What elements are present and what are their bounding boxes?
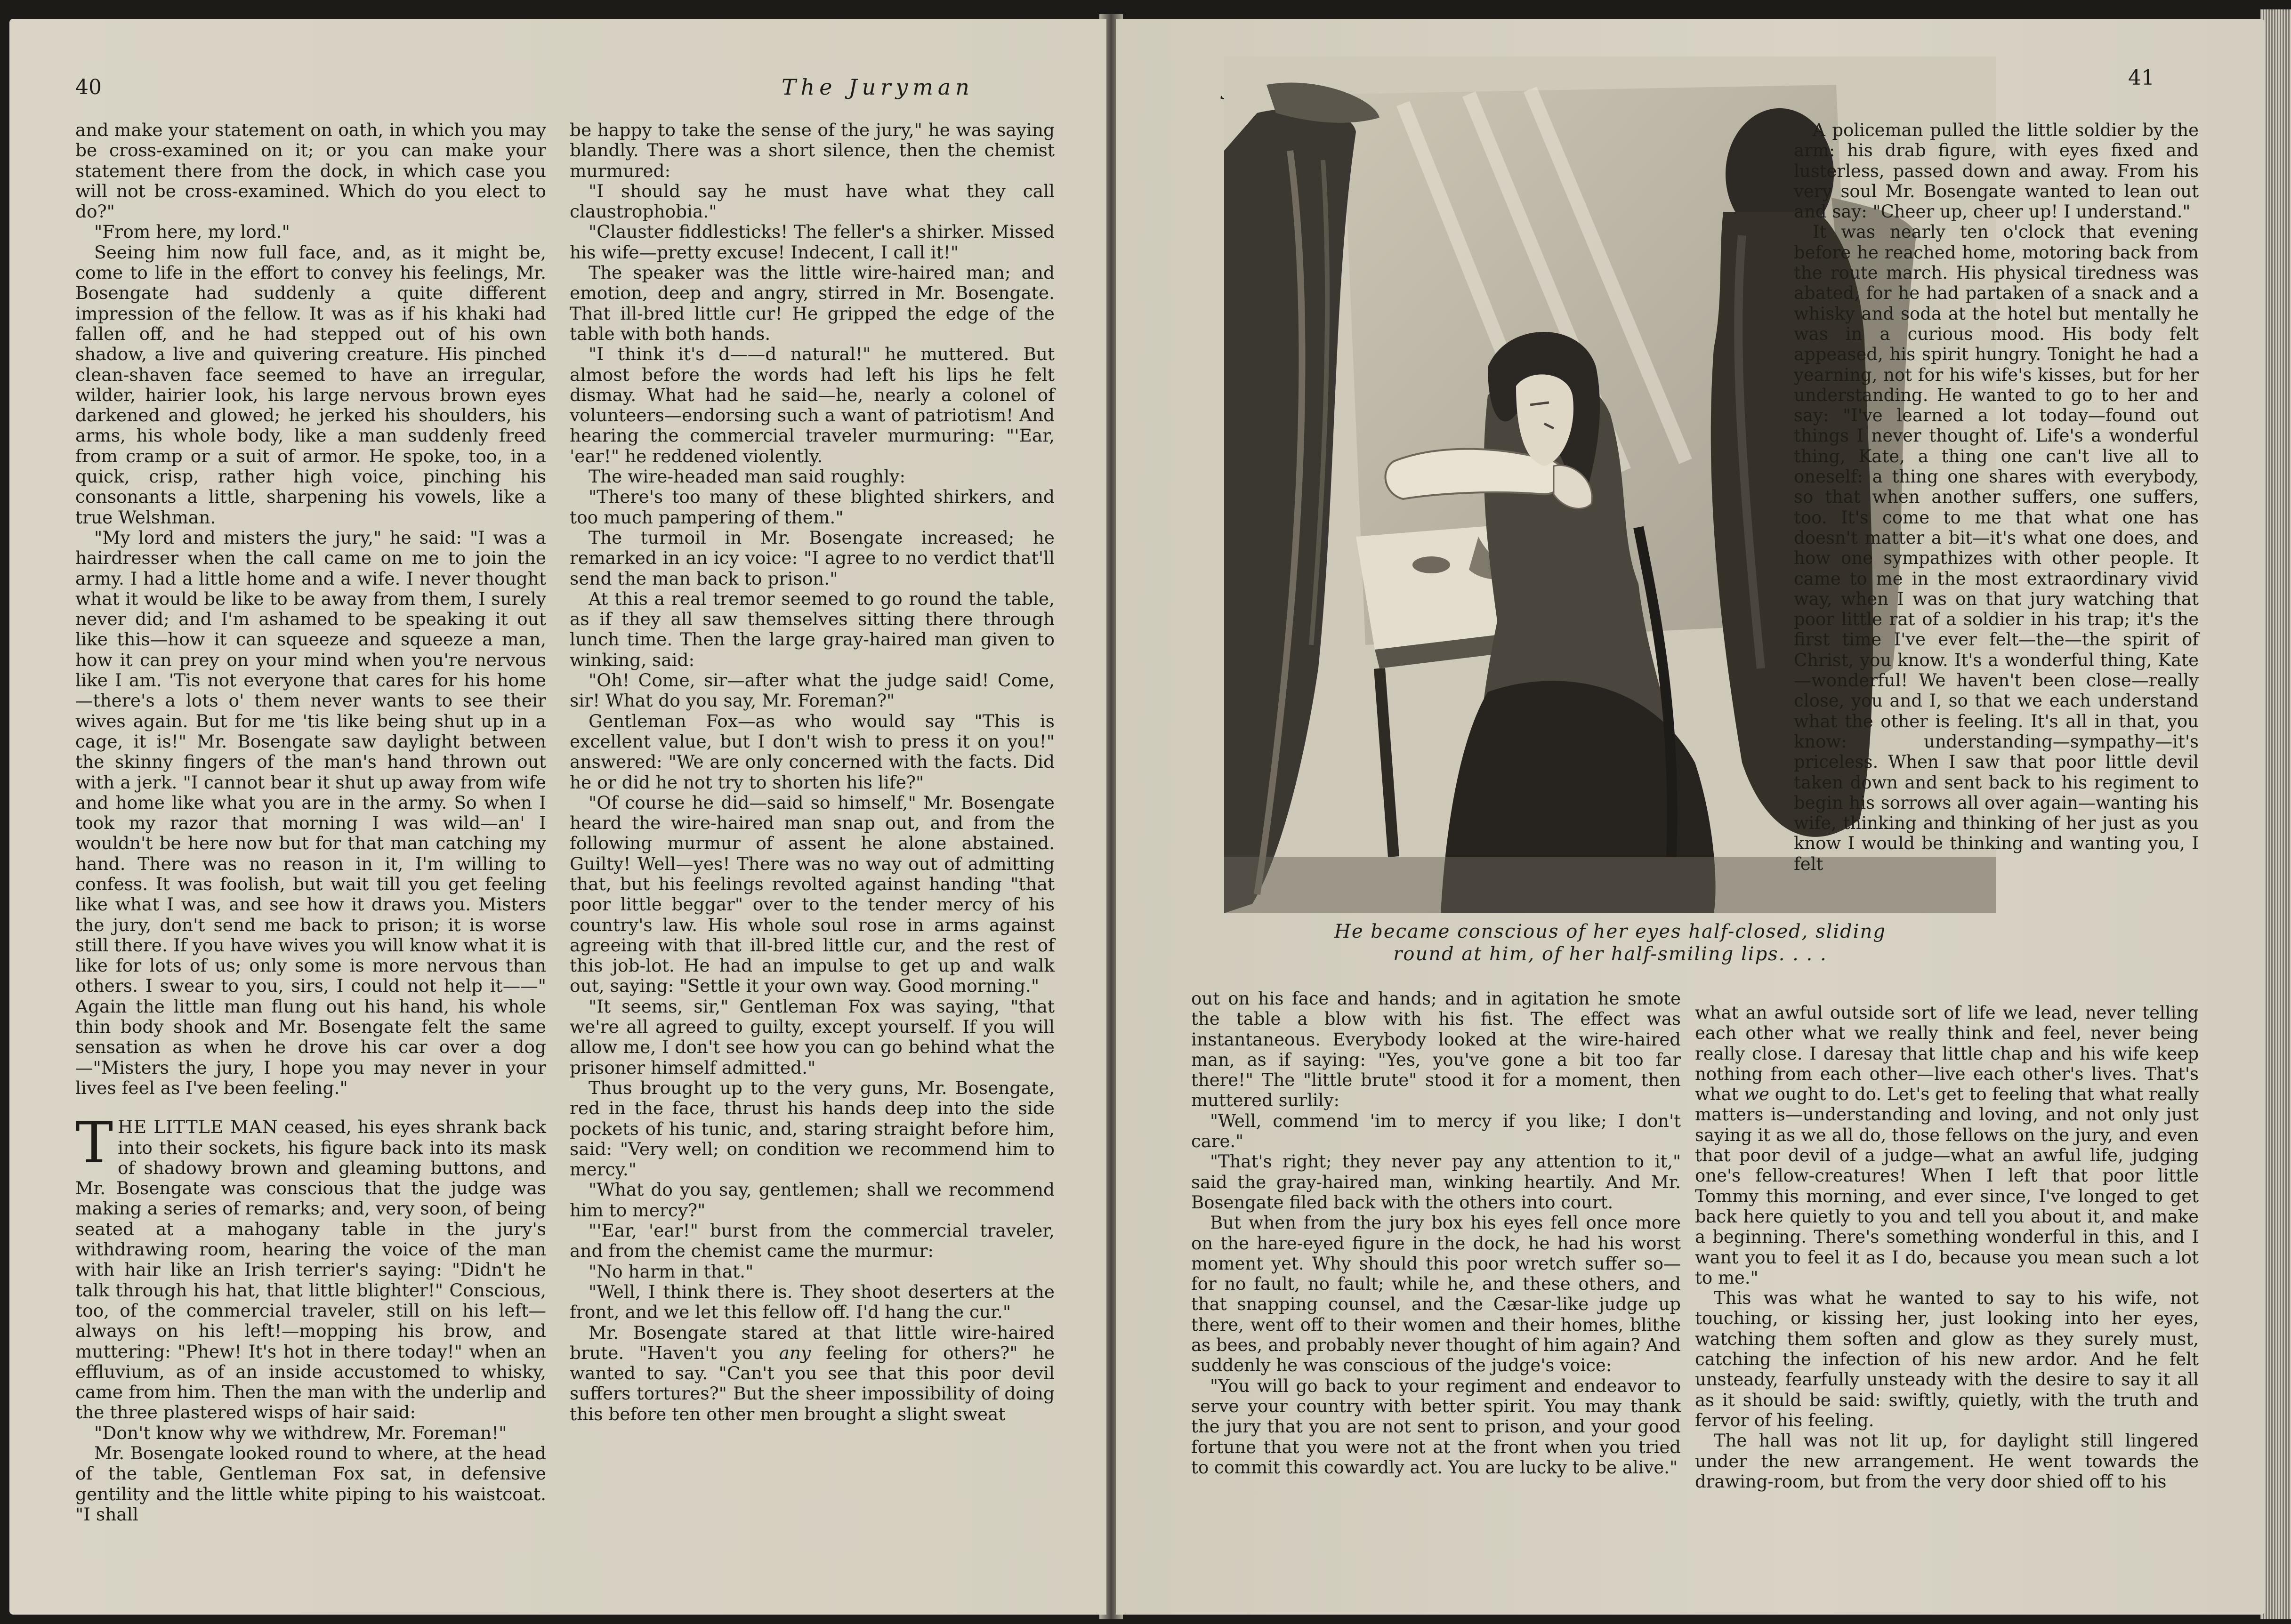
paragraph: Gentleman Fox—as who would say "This is excellent value, but I don't wish to press it on you!" answered: "We are only concerned with the facts. Did he or did he not try to shorten his life?"	[570, 710, 1055, 793]
paragraph: "I should say he must have what they call claustrophobia."	[570, 180, 1055, 222]
paragraph: "I think it's d——d natural!" he muttered. But almost before the words had left his lips he felt dismay. What had he said—he, nearly a colonel of volunteers—endorsing such a want of patriotism! And hearing the commercial traveler murmuring: "'Ear, 'ear!" he reddened violently.	[570, 344, 1055, 466]
emphasis: we	[1744, 1084, 1769, 1105]
paragraph: "Oh! Come, sir—after what the judge said! Come, sir! What do you say, Mr. Foreman?"	[570, 670, 1055, 711]
paragraph: The wire-headed man said roughly:	[589, 466, 906, 487]
paragraph-text: ought to do. Let's get to feeling that what really matters is—understanding and loving, and not only just saying it as we all do, those fellows on the jury, and even that poor devil of a judge—what an awful life, judging one's fellow-creatures! When I left that poor little Tommy this morning, and ever since, I've longed to get back here quietly to you and tell you about it, and make a beginning. There's something wonderful in this, and I want you to feel it as I do, because you mean such a lot to me."	[1695, 1084, 2199, 1288]
paragraph-drop-cap	[75, 1110, 546, 1423]
paragraph: Thus brought up to the very guns, Mr. Bosengate, red in the face, thrust his hands deep into the side pockets of his tunic, and, staring straight before him, said: "Very well; on condition we recommend him to mercy."	[570, 1077, 1055, 1180]
text-column-3-top	[1794, 120, 2199, 874]
running-head-left: The Juryman	[782, 74, 974, 100]
paragraph: The speaker was the little wire-haired man; and emotion, deep and angry, stirred in Mr. Bosengate. That ill-bred little cur! He gripped the edge of the table with both hands.	[570, 262, 1055, 344]
paragraph: Mr. Bosengate looked round to where, at the head of the table, Gentleman Fox sat, in defensive gentility and the little white piping to his waistcoat. "I shall	[75, 1443, 546, 1525]
paragraph: and make your statement on oath, in which you may be cross-examined on it; or you can make your statement there from the dock, in which case you will not be cross-examined. Which do you elect to do?"	[75, 120, 546, 222]
paragraph: But when from the jury box his eyes fell once more on the hare-eyed figure in the dock, he had his worst moment yet. Why should this poor wretch suffer so—for no fault, no fault; while he, and these others, and that snapping counsel, and the Cæsar-like judge up there, went off to their women and their homes, blithe as bees, and probably never thought of him again? And suddenly he was conscious of the judge's voice:	[1191, 1213, 1681, 1376]
text-column-2-bottom	[1191, 989, 1681, 1478]
paragraph: "No harm in that."	[589, 1261, 754, 1282]
paragraph	[570, 1323, 1055, 1424]
paragraph-text: Mr. Bosengate stared at that little wire-haired brute. "Haven't you	[570, 1322, 1055, 1363]
paragraph: "Clauster fiddlesticks! The feller's a shirker. Missed his wife—pretty excuse! Indecent, I call it!"	[570, 221, 1055, 263]
paragraph: "'Ear, 'ear!" burst from the commercial traveler, and from the chemist came the murmur:	[570, 1220, 1055, 1262]
paragraph: "My lord and misters the jury," he said: "I was a hairdresser when the call came on me to join the army. I had a little home and a wife. I never thought what it would be like to be away from them, I surely never did; and I'm ashamed to be speaking it out like this—how it can squeeze and squeeze a man, how it can prey on your mind when you're nervous like I am. 'Tis not everyone that cares for his home—there's a lots o' them never wants to see their wives again. But for me 'tis like being shut up in a cage, it is!" Mr. Bosengate saw daylight between the skinny fingers of the man's hand thrown out with a jerk. "I cannot bear it shut up away from wife and home like what you are in the army. So when I took my razor that morning I was wild—an' I wouldn't be here now but for that man catching my hand. There was no reason in it, I'm willing to confess. It was foolish, but wait till you get feeling like what I was, and see how it draws you. Misters the jury, don't send me back to prison; it is worse still there. If you have wives you will know what it is like for lots of us; only some is more nervous than others. I swear to you, sirs, I could not help it——" Again the little man flung out his hand, his whole thin body shook and Mr. Bosengate felt the same sensation as when he drove his car over a dog—"Misters the jury, I hope you may never in your lives feel as I've been feeling."	[75, 527, 546, 1098]
paragraph: It was nearly ten o'clock that evening before he reached home, motoring back from the route march. His physical tiredness was abated, for he had partaken of a snack and a whisky and soda at the hotel but mentally he was in a curious mood. His body felt appeased, his spirit hungry. Tonight he had a yearning, not for his wife's kisses, but for her understanding. He wanted to go to her and say: "I've learned a lot today—found out things I never thought of. Life's a wonderful thing, Kate, a thing one can't live all to oneself: a thing one shares with everybody, so that when another suffers, one suffers, too. It's come to me that what one has doesn't matter a bit—it's what one does, and how one sympathizes with other people. It came to me in the most extraordinary vivid way, when I was on that jury watching that poor little rat of a soldier in his trap; it's the first time I've ever felt—the—the spirit of Christ, you know. It's a wonderful thing, Kate—wonderful! We haven't been close—really close, you and I, so that we each understand what the other is feeling. It's all in that, you know: understanding—sympathy—it's priceless. When I saw that poor little devil taken down and sent back to his regiment to begin his sorrows all over again—wanting his wife, thinking and thinking of her just as you know I would be thinking and wanting you, I felt	[1794, 222, 2199, 874]
right-page	[1116, 19, 2265, 1615]
paragraph: "Well, commend 'im to mercy if you like; I don't care."	[1191, 1110, 1681, 1152]
paragraph: The turmoil in Mr. Bosengate increased; he remarked in an icy voice: "I agree to no verdict that'll send the man back to prison."	[570, 527, 1055, 589]
paragraph: "It seems, sir," Gentleman Fox was saying, "that we're all agreed to guilty, except yourself. If you will allow me, I don't see how you can go behind what the prisoner himself admitted."	[570, 996, 1055, 1078]
paragraph: "There's too many of these blighted shirkers, and too much pampering of them."	[570, 486, 1055, 528]
paragraph-text: what an awful outside sort of life we lead, never telling each other what we really think and feel, never being really close. I daresay that little chap and his wife keep nothing from each other—live each other's lives. That's what	[1695, 1003, 2199, 1105]
paragraph: "What do you say, gentlemen; shall we recommend him to mercy?"	[570, 1179, 1055, 1221]
paragraph: "Well, I think there is. They shoot deserters at the front, and we let this fellow off. I'd hang the cur."	[570, 1281, 1055, 1323]
page-number-left: 40	[75, 75, 102, 99]
paragraph: out on his face and hands; and in agitation he smote the table a blow with his fist. The effect was instantaneous. Everybody looked at the wire-haired man, as if saying: "Yes, you've gone a bit too far there!" The "little brute" stood it for a moment, then muttered surlily:	[1191, 989, 1681, 1111]
page-number-right: 41	[2128, 66, 2154, 90]
small-caps-lead: HE LITTLE MAN	[118, 1117, 278, 1138]
paragraph: This was what he wanted to say to his wife, not touching, or kissing her, just looking into her eyes, watching them soften and glow as they surely must, catching the infection of his new ardor. And he felt unsteady, fearfully unsteady with the desire to say it all as it should be said: swiftly, quietly, with the truth and fervor of his feeling.	[1695, 1288, 2199, 1431]
paragraph: "Of course he did—said so himself," Mr. Bosengate heard the wire-haired man snap out, and from the following murmur of assent he alone abstained. Guilty! Well—yes! There was no way out of admitting that, but his feelings revolted against handing "that poor little beggar" over to the tender mercy of his country's law. His whole soul rose in arms against agreeing with that ill-bred little cur, and the rest of this job-lot. He had an impulse to get up and walk out, saying: "Settle it your own way. Good morning."	[570, 792, 1055, 997]
drop-cap: T	[75, 1110, 113, 1176]
paragraph: A policeman pulled the little soldier by the arm: his drab figure, with eyes fixed and lusterless, passed down and away. From his very soul Mr. Bosengate wanted to lean out and say: "Cheer up, cheer up! I understand."	[1794, 120, 2199, 222]
paragraph: The hall was not lit up, for daylight still lingered under the new arrangement. He went towards the drawing-room, but from the very door shied off to his	[1695, 1431, 2199, 1492]
caption-line: round at him, of her half-smiling lips. . . .	[1393, 943, 1827, 965]
paragraph-text: ceased, his eyes shrank back into their sockets, his figure back into its mask of shadowy brown and gleaming buttons, and Mr. Bosengate was conscious that the judge was making a series of remarks; and, very soon, of being seated at a mahogany table in the jury's withdrawing room, hearing the voice of the man with hair like an Irish terrier's saying: "Didn't he talk through his hat, that little blighter!" Conscious, too, of the commercial traveler, still on his left—always on his left!—mopping his brow, and muttering: "Phew! It's hot in there today!" when an effluvium, as of an inside accustomed to whisky, came from him. Then the man with the underlip and the three plastered wisps of hair said:	[75, 1117, 546, 1423]
paragraph: "From here, my lord."	[94, 221, 290, 242]
caption-line: He became conscious of her eyes half-closed, sliding	[1334, 921, 1886, 942]
paragraph: At this a real tremor seemed to go round the table, as if they all saw themselves sitting there through lunch time. Then the large gray-haired man given to winking, said:	[570, 588, 1055, 670]
text-column-2	[570, 120, 1055, 1424]
paragraph: "Don't know why we withdrew, Mr. Foreman!"	[94, 1422, 507, 1443]
paragraph-text: feeling for others?" he wanted to say. "Can't you see that this poor devil suffers tortures?" But the sheer impossibility of doing this before ten other men brought a slight sweat	[570, 1342, 1055, 1424]
text-column-3-bottom	[1695, 1003, 2199, 1492]
text-column-1	[75, 120, 546, 1525]
paragraph: "That's right; they never pay any attention to it," said the gray-haired man, winking heartily. And Mr. Bosengate filed back with the others into court.	[1191, 1151, 1681, 1213]
illustration-caption	[1257, 920, 1963, 965]
emphasis: any	[779, 1342, 811, 1363]
paragraph	[1695, 1003, 2199, 1288]
left-page	[9, 19, 1106, 1615]
paragraph: be happy to take the sense of the jury," he was saying blandly. There was a short silence, then the chemist murmured:	[570, 120, 1055, 181]
paragraph: "You will go back to your regiment and endeavor to serve your country with better spirit. You may thank the jury that you are not sent to prison, and your good fortune that you were not at the front when you tried to commit this cowardly act. You are lucky to be alive."	[1191, 1375, 1681, 1478]
paragraph: Seeing him now full face, and, as it might be, come to life in the effort to convey his feelings, Mr. Bosengate had suddenly a quite different impression of the fellow. It was as if his khaki had fallen off, and he had stepped out of his own shadow, a live and quivering creature. His pinched clean-shaven face seemed to have an irregular, wilder, hairier look, his large nervous brown eyes darkened and glowed; he jerked his shoulders, his arms, his whole body, like a man suddenly freed from cramp or a suit of armor. He spoke, too, in a quick, crisp, rather high voice, pinching his consonants a little, sharpening his vowels, like a true Welshman.	[75, 241, 546, 528]
